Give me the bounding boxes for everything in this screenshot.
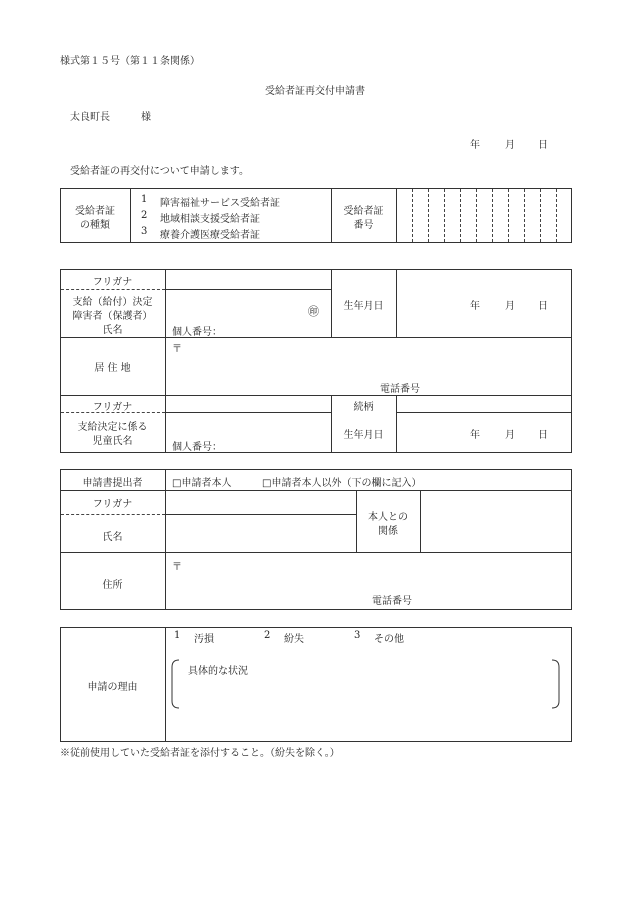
child-name-label-2: 児童氏名: [92, 436, 133, 447]
form-number: 様式第１５号（第１１条関係）: [60, 56, 200, 67]
cert-table: [60, 188, 572, 243]
intro-text: 受給者証の再交付について申請します。: [70, 166, 249, 177]
submitter-label: 申請書提出者: [82, 478, 143, 489]
cert-type-label-2: の種類: [80, 220, 110, 231]
cert-number-label-2: 番号: [353, 220, 374, 231]
date-month: 月: [505, 140, 515, 151]
submitter-address-label: 住所: [102, 580, 123, 591]
reason-option-2-num: 2: [264, 630, 271, 641]
child-birth-year: 年: [470, 430, 480, 441]
cert-option-2-num: 2: [141, 210, 148, 221]
relation-label: 続柄: [353, 402, 374, 413]
date-year: 年: [470, 140, 480, 151]
cert-option-3-num: 3: [141, 226, 148, 237]
birthdate-label-2: 生年月日: [343, 430, 384, 441]
birthdate-label: 生年月日: [343, 301, 384, 312]
addressee: 太良町長: [70, 112, 110, 123]
submitter-relation-label-2: 関係: [378, 526, 398, 537]
cert-number-label-1: 受給者証: [343, 206, 384, 217]
cert-option-2-label: 地域相談支援受給者証: [160, 214, 260, 225]
individual-number-label-2: 個人番号：: [172, 442, 222, 453]
furigana-label: フリガナ: [92, 277, 133, 288]
detail-label: 具体的な状況: [188, 666, 248, 677]
individual-number-label: 個人番号：: [172, 327, 222, 338]
submitter-self-checkbox[interactable]: □申請者本人: [172, 478, 232, 489]
honorific: 様: [141, 112, 151, 123]
submitter-furigana-label: フリガナ: [92, 499, 133, 510]
cert-option-1-label: 障害福祉サービス受給者証: [160, 198, 280, 209]
child-name-label-1: 支給決定に係る: [77, 422, 148, 433]
birth-day: 日: [538, 301, 548, 312]
submitter-other-checkbox[interactable]: □申請者本人以外（下の欄に記入）: [262, 478, 422, 489]
seal-mark: ㊞: [308, 305, 319, 318]
child-birth-day: 日: [538, 430, 548, 441]
submitter-phone-label: 電話番号: [372, 596, 412, 607]
footnote: ※従前使用していた受給者証を添付すること。（紛失を除く。）: [60, 748, 340, 759]
reason-option-3-label: その他: [374, 634, 404, 645]
reason-option-1-num: 1: [174, 630, 181, 641]
reason-label: 申請の理由: [87, 682, 138, 693]
date-day: 日: [538, 140, 548, 151]
cert-option-3-label: 療養介護医療受給者証: [160, 230, 260, 241]
child-birth-month: 月: [505, 430, 515, 441]
cert-option-1-num: 1: [141, 194, 148, 205]
submitter-postal-mark: 〒: [172, 562, 182, 573]
reason-option-3-num: 3: [354, 630, 361, 641]
submitter-relation-label-1: 本人との: [368, 512, 408, 523]
phone-label: 電話番号: [380, 384, 420, 395]
applicant-name-label-3: 氏名: [102, 325, 123, 336]
reason-option-2-label: 紛失: [284, 634, 304, 645]
birth-year: 年: [470, 301, 480, 312]
furigana-label-2: フリガナ: [92, 402, 133, 413]
birth-month: 月: [505, 301, 515, 312]
submitter-name-label: 氏名: [102, 532, 123, 543]
address-label: 居 住 地: [94, 363, 131, 374]
reason-option-1-label: 汚損: [194, 634, 214, 645]
applicant-name-label-2: 障害者（保護者）: [72, 311, 153, 322]
page-title: 受給者証再交付申請書: [265, 86, 365, 97]
applicant-name-label-1: 支給（給付）決定: [72, 297, 153, 308]
cert-type-label-1: 受給者証: [75, 206, 115, 217]
postal-mark: 〒: [172, 344, 182, 355]
